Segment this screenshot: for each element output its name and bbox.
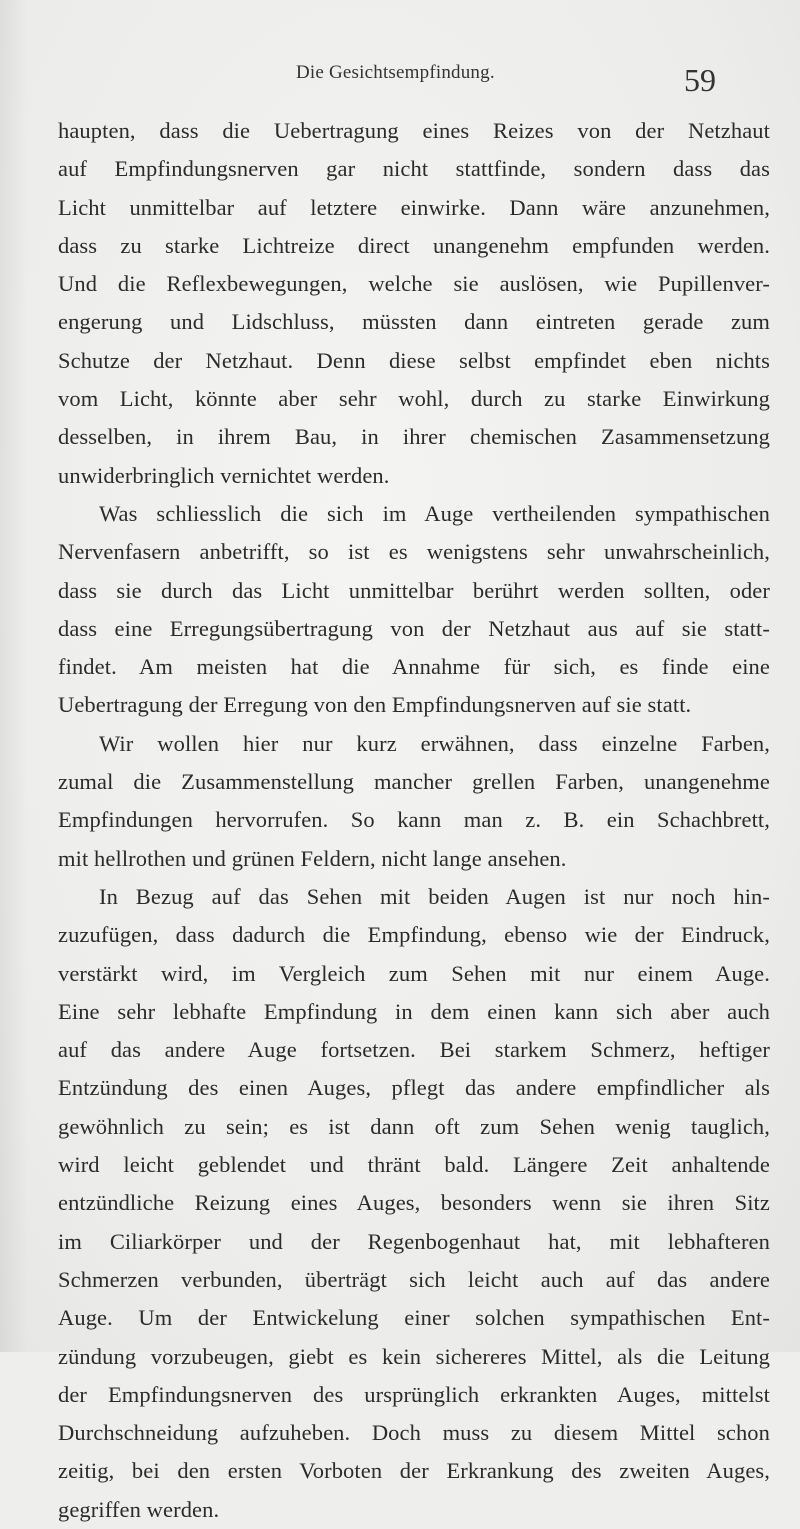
text-line: auf das andere Auge fortsetzen. Bei starkem Schmerz, heftiger — [58, 1037, 770, 1063]
body-text — [58, 112, 770, 1529]
text-line: Schutze der Netzhaut. Denn diese selbst empfindet eben nichts — [58, 347, 770, 373]
text-line: unwiderbringlich vernichtet werden. — [58, 462, 390, 488]
text-line: Entzündung des einen Auges, pflegt das andere empfindlicher als — [58, 1075, 770, 1101]
text-line: Licht unmittelbar auf letztere einwirke. Dann wäre anzunehmen, — [58, 194, 770, 220]
text-line: im Ciliarkörper und der Regenbogenhaut hat, mit lebhafteren — [58, 1228, 770, 1254]
text-line: Durchschneidung aufzuheben. Doch muss zu diesem Mittel schon — [58, 1420, 770, 1446]
text-line: Nervenfasern anbetrifft, so ist es wenigstens sehr unwahrscheinlich, — [58, 539, 770, 565]
text-line: auf Empfindungsnerven gar nicht stattfinde, sondern dass das — [58, 156, 770, 182]
text-line: Wir wollen hier nur kurz erwähnen, dass einzelne Farben, — [99, 730, 770, 756]
running-head-title: Die Gesichtsempfindung. — [296, 62, 495, 83]
text-line: Auge. Um der Entwickelung einer solchen sympathischen Ent- — [58, 1305, 770, 1331]
running-head — [0, 60, 800, 100]
text-line: Und die Reflexbewegungen, welche sie auslösen, wie Pupillenver- — [58, 271, 770, 297]
text-line: zeitig, bei den ersten Vorboten der Erkrankung des zweiten Auges, — [58, 1458, 770, 1484]
text-line: gewöhnlich zu sein; es ist dann oft zum Sehen wenig tauglich, — [58, 1113, 770, 1139]
text-line: engerung und Lidschluss, müssten dann eintreten gerade zum — [58, 309, 770, 335]
text-line: der Empfindungsnerven des ursprünglich erkrankten Auges, mittelst — [58, 1381, 770, 1407]
page-edge-shadow — [0, 0, 28, 1352]
text-line: In Bezug auf das Sehen mit beiden Augen ist nur noch hin- — [99, 883, 770, 909]
text-line: zuzufügen, dass dadurch die Empfindung, ebenso wie der Eindruck, — [58, 922, 770, 948]
text-line: dass eine Erregungsübertragung von der Netzhaut aus auf sie statt- — [58, 615, 770, 641]
text-line: Empfindungen hervorrufen. So kann man z. B. ein Schachbrett, — [58, 807, 770, 833]
page-number: 59 — [684, 62, 716, 98]
text-line: vom Licht, könnte aber sehr wohl, durch zu starke Einwirkung — [58, 386, 770, 412]
text-line: desselben, in ihrem Bau, in ihrer chemischen Zasammensetzung — [58, 424, 770, 450]
text-line: dass zu starke Lichtreize direct unangenehm empfunden werden. — [58, 232, 770, 258]
text-line: Schmerzen verbunden, überträgt sich leicht auch auf das andere — [58, 1266, 770, 1292]
text-line: haupten, dass die Uebertragung eines Reizes von der Netzhaut — [58, 118, 770, 143]
text-line: zumal die Zusammenstellung mancher grellen Farben, unangenehme — [58, 769, 770, 795]
text-line: gegriffen werden. — [58, 1496, 220, 1522]
text-line: dass sie durch das Licht unmittelbar berührt werden sollten, oder — [58, 577, 770, 603]
text-line: Eine sehr lebhafte Empfindung in dem einen kann sich aber auch — [58, 998, 770, 1024]
text-line: wird leicht geblendet und thränt bald. Längere Zeit anhaltende — [58, 1152, 770, 1178]
text-line: Uebertragung der Erregung von den Empfindungsnerven auf sie statt. — [58, 692, 692, 718]
text-line: entzündliche Reizung eines Auges, besonders wenn sie ihren Sitz — [58, 1190, 770, 1216]
text-line: findet. Am meisten hat die Annahme für sich, es finde eine — [58, 654, 770, 680]
text-line: verstärkt wird, im Vergleich zum Sehen mit nur einem Auge. — [58, 960, 770, 986]
text-line: mit hellrothen und grünen Feldern, nicht lange ansehen. — [58, 845, 567, 871]
text-line: Was schliesslich die sich im Auge vertheilenden sympathischen — [99, 500, 770, 526]
text-line: zündung vorzubeugen, giebt es kein sichereres Mittel, als die Leitung — [58, 1343, 770, 1369]
